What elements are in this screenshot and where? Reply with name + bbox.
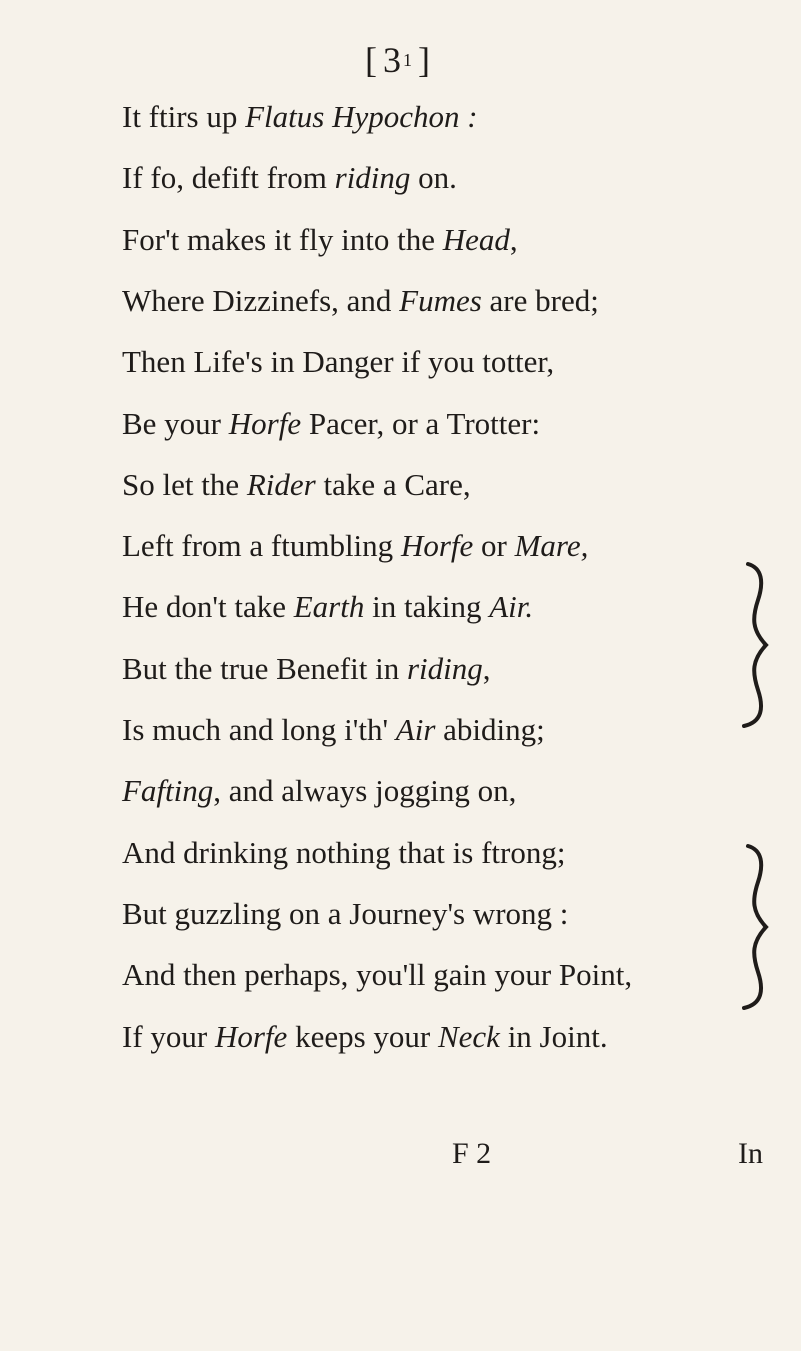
italic-text: Horfe	[400, 528, 474, 563]
text-segment: , and always jogging on,	[213, 773, 517, 808]
text-segment: And then perhaps, you'll gain your Point,	[122, 957, 633, 992]
text-segment: Where Dizzinefs, and	[122, 283, 400, 318]
text-segment: on.	[410, 160, 457, 195]
italic-text: Air	[395, 712, 436, 747]
poem-line	[122, 775, 516, 806]
text-segment: So let the	[122, 467, 247, 502]
italic-text: Fumes	[399, 283, 482, 318]
poem-line	[122, 653, 491, 684]
brace-left-2	[730, 842, 780, 1012]
curly-brace-icon	[730, 560, 780, 730]
text-segment: It ftirs up	[122, 99, 246, 134]
italic-text: Horfe	[214, 1019, 288, 1054]
text-segment: are bred;	[481, 283, 599, 318]
brace-left-1	[730, 560, 780, 730]
page-number-superscript: 1	[403, 50, 418, 70]
text-segment: or	[473, 528, 515, 563]
page-number-main: 3	[383, 40, 407, 80]
italic-text: Fafting	[122, 773, 214, 808]
text-segment: If fo, defift from	[122, 160, 335, 195]
catchword: In	[738, 1137, 763, 1170]
text-segment: Pacer, or a Trotter:	[301, 406, 541, 441]
italic-text: Mare,	[514, 528, 589, 563]
italic-text: riding	[406, 651, 483, 686]
text-segment: in Joint.	[499, 1019, 608, 1054]
poem-line	[122, 837, 565, 868]
text-segment: in taking	[364, 589, 490, 624]
italic-text: Air.	[489, 589, 534, 624]
text-segment: ,	[482, 651, 491, 686]
text-segment: keeps your	[287, 1019, 438, 1054]
text-segment: Left from a ftumbling	[122, 528, 401, 563]
text-segment: He don't take	[122, 589, 294, 624]
page-number: $[3^1]$	[365, 40, 436, 80]
text-segment: And drinking nothing that is ftrong;	[122, 835, 566, 870]
text-segment: Then Life's in Danger if you totter,	[122, 344, 555, 379]
poem-line	[122, 285, 599, 316]
text-segment: If your	[122, 1019, 215, 1054]
text-segment: Is much and long i'th'	[122, 712, 396, 747]
text-segment: abiding;	[435, 712, 545, 747]
italic-text: riding	[334, 160, 411, 195]
italic-text: Rider	[246, 467, 316, 502]
poem-line	[122, 346, 554, 377]
text-segment: ,	[509, 222, 518, 257]
poem-line	[122, 530, 588, 561]
text-segment: But guzzling on a Journey's wrong :	[122, 896, 569, 931]
text-segment: take a Care,	[315, 467, 471, 502]
curly-brace-icon	[730, 842, 780, 1012]
poem-line	[122, 101, 478, 132]
poem-line	[122, 408, 540, 439]
poem-line	[122, 469, 471, 500]
text-segment: Be your	[122, 406, 229, 441]
italic-text: Earth	[293, 589, 365, 624]
poem-line	[122, 898, 568, 929]
poem-line	[122, 224, 518, 255]
text-segment: For't makes it fly into the	[122, 222, 443, 257]
text-segment: But the true Benefit in	[122, 651, 407, 686]
italic-text: Horfe	[228, 406, 302, 441]
poem-line	[122, 162, 457, 193]
italic-text: Head	[442, 222, 510, 257]
signature-mark: F 2	[452, 1137, 492, 1170]
italic-text: Neck	[437, 1019, 500, 1054]
italic-text: Flatus Hypochon :	[245, 99, 478, 134]
poem-line	[122, 959, 632, 990]
poem-line	[122, 1021, 608, 1052]
poem-line	[122, 591, 533, 622]
poem-line	[122, 714, 545, 745]
